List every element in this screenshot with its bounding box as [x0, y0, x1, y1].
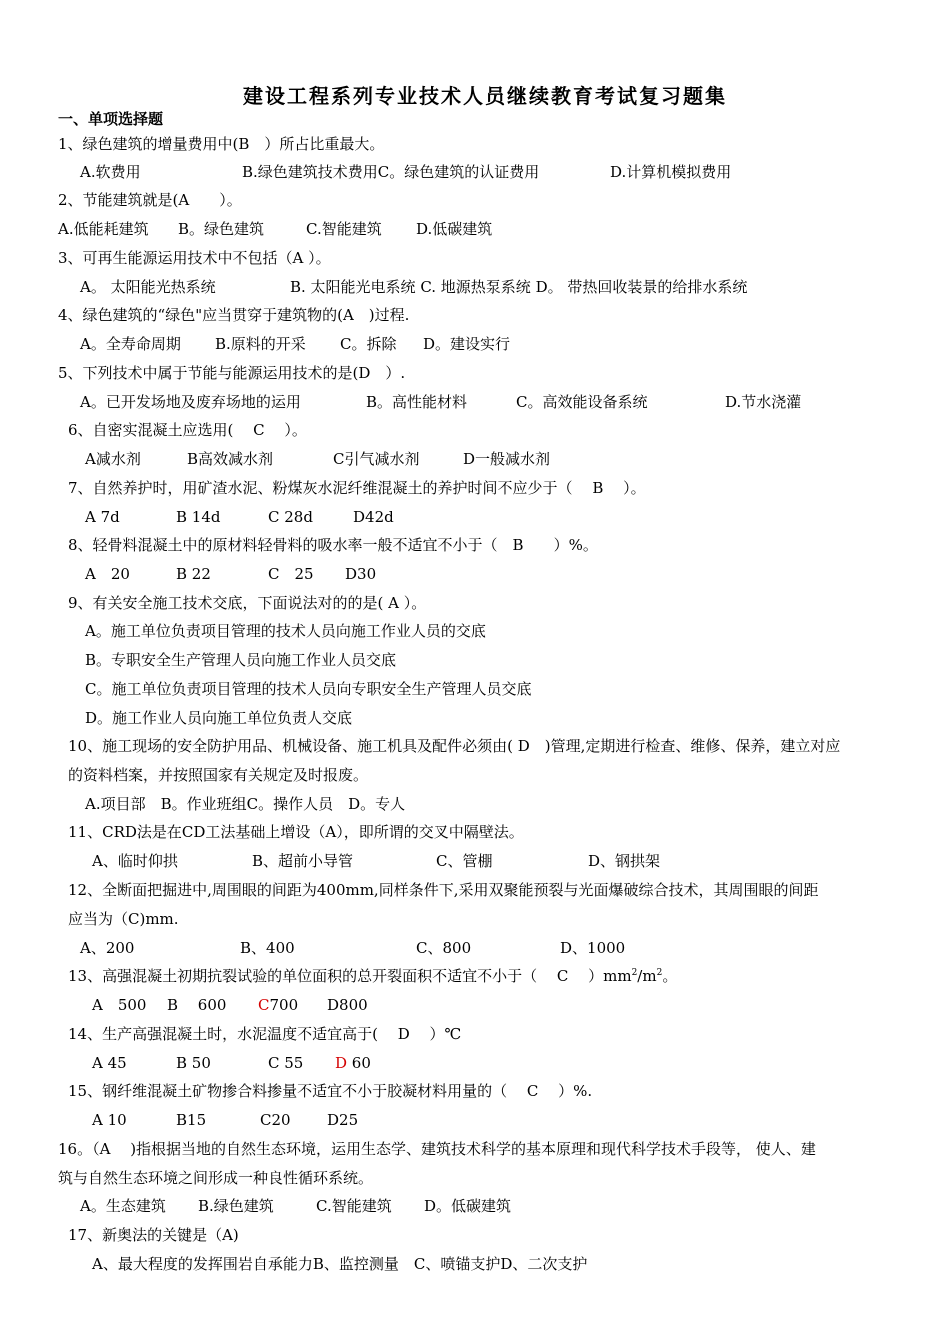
- option: D 60: [335, 1054, 371, 1072]
- option: D30: [345, 565, 377, 583]
- question-16-cont: 筑与自然生态环境之间形成一种良性循环系统。: [58, 1169, 374, 1187]
- option: B.绿色建筑技术费用C。绿色建筑的认证费用: [242, 163, 540, 181]
- question-3: 3、可再生能源运用技术中不包括（A ）。: [58, 249, 331, 267]
- option: A。生态建筑: [80, 1197, 166, 1215]
- option: B.绿色建筑: [198, 1197, 274, 1215]
- question-9-option-c: C。施工单位负责项目管理的技术人员向专职安全生产管理人员交底: [85, 680, 532, 698]
- option: B、超前小导管: [252, 852, 354, 870]
- option: B 600: [167, 996, 227, 1014]
- option: C 25: [268, 565, 314, 583]
- option: A 20: [85, 565, 130, 583]
- option: B。高性能材料: [366, 393, 468, 411]
- question-12-cont: 应当为（C)mm.: [68, 910, 179, 928]
- option: C、800: [416, 939, 472, 957]
- question-9-option-d: D。施工作业人员向施工单位负责人交底: [85, 709, 353, 727]
- option: D。建设实行: [423, 335, 511, 353]
- option: A 45: [92, 1054, 127, 1072]
- option: B高效减水剂: [187, 450, 274, 468]
- option: A。已开发场地及废弃场地的运用: [80, 393, 301, 411]
- option: A.软费用: [80, 163, 141, 181]
- question-12: 12、全断面把掘进中,周围眼的间距为400mm,同样条件下,采用双聚能预裂与光面爆破综合技术，其周围眼的间距: [68, 881, 819, 899]
- option: C.智能建筑: [316, 1197, 392, 1215]
- question-1: 1、绿色建筑的增量费用中(B ）所占比重最大。: [58, 135, 385, 153]
- option: C。拆除: [340, 335, 397, 353]
- question-17-options: A、最大程度的发挥围岩自承能力B、监控测量 C、喷锚支护D、二次支护: [92, 1255, 588, 1273]
- option: A.低能耗建筑: [58, 220, 149, 238]
- document-title: 建设工程系列专业技术人员继续教育考试复习题集: [243, 84, 727, 108]
- option: B. 太阳能光电系统 C. 地源热泵系统 D。 带热回收装景的给排水系统: [290, 278, 748, 296]
- option: B、400: [240, 939, 295, 957]
- question-17: 17、新奥法的关键是（A): [68, 1226, 239, 1244]
- option: D.节水浇灌: [725, 393, 802, 411]
- option: D一般减水剂: [463, 450, 551, 468]
- option: C 55: [268, 1054, 304, 1072]
- option: A、200: [80, 939, 135, 957]
- question-11: 11、CRD法是在CD工法基础上增设（A），即所谓的交叉中隔壁法。: [68, 823, 524, 841]
- question-8: 8、轻骨料混凝土中的原材料轻骨料的吸水率一般不适宜不小于（ B ）%。: [68, 536, 598, 554]
- option: B。绿色建筑: [178, 220, 265, 238]
- option: C700: [258, 996, 299, 1014]
- answer-highlight: D: [335, 1054, 348, 1072]
- option: C 28d: [268, 508, 313, 526]
- question-9: 9、有关安全施工技术交底，下面说法对的的是( A ）。: [68, 594, 427, 612]
- option: D、1000: [560, 939, 626, 957]
- option: D.低碳建筑: [416, 220, 493, 238]
- option: A 7d: [85, 508, 120, 526]
- option: C引气减水剂: [333, 450, 420, 468]
- option: B15: [176, 1111, 207, 1129]
- question-15: 15、钢纤维混凝土矿物掺合料掺量不适宜不小于胶凝材料用量的（ C ）%.: [68, 1082, 593, 1100]
- option: D42d: [353, 508, 394, 526]
- option: C、管棚: [436, 852, 493, 870]
- option: A、临时仰拱: [92, 852, 178, 870]
- option: A减水剂: [85, 450, 141, 468]
- option: D。低碳建筑: [424, 1197, 512, 1215]
- question-5: 5、下列技术中属于节能与能源运用技术的是(D ）.: [58, 364, 406, 382]
- question-14: 14、生产高强混凝土时，水泥温度不适宜高于( D ）℃: [68, 1025, 462, 1043]
- question-10-cont: 的资料档案，并按照国家有关规定及时报废。: [68, 766, 369, 784]
- option: C。高效能设备系统: [516, 393, 648, 411]
- question-10-options: A.项目部 B。作业班组C。操作人员 D。专人: [85, 795, 406, 813]
- question-7: 7、自然养护时，用矿渣水泥、粉煤灰水泥纤维混凝土的养护时间不应少于（ B ）。: [68, 479, 646, 497]
- option: C20: [260, 1111, 291, 1129]
- question-9-option-a: A。施工单位负责项目管理的技术人员向施工作业人员的交底: [85, 622, 486, 640]
- question-16: 16。（A )指根据当地的自然生态环境，运用生态学、建筑技术科学的基本原理和现代科学技术手段等， 使人、建: [58, 1140, 816, 1158]
- answer-highlight: C: [258, 996, 270, 1014]
- option: B 22: [176, 565, 211, 583]
- option: D.计算机模拟费用: [610, 163, 732, 181]
- option: B 50: [176, 1054, 211, 1072]
- question-2: 2、节能建筑就是(A ）。: [58, 191, 242, 209]
- option: A。全寿命周期: [80, 335, 181, 353]
- option: A 500: [92, 996, 147, 1014]
- question-9-option-b: B。专职安全生产管理人员向施工作业人员交底: [85, 651, 397, 669]
- option: D800: [327, 996, 368, 1014]
- section-heading: 一、单项选择题: [58, 110, 164, 128]
- question-4: 4、绿色建筑的“绿色"应当贯穿于建筑物的(A )过程.: [58, 306, 410, 324]
- option: D25: [327, 1111, 359, 1129]
- option: B 14d: [176, 508, 221, 526]
- question-6: 6、自密实混凝土应选用( C ）。: [68, 421, 307, 439]
- option: A 10: [92, 1111, 127, 1129]
- option: C.智能建筑: [306, 220, 382, 238]
- option: A。 太阳能光热系统: [80, 278, 216, 296]
- question-10: 10、施工现场的安全防护用品、机械设备、施工机具及配件必须由( D )管理,定期进行检查、维修、保养，建立对应: [68, 737, 841, 755]
- question-13: 13、高强混凝土初期抗裂试验的单位面积的总开裂面积不适宜不小于（ C ）$mm^2/m^2$。: [68, 967, 678, 985]
- option: B.原料的开采: [215, 335, 306, 353]
- option: D、钢拱架: [588, 852, 661, 870]
